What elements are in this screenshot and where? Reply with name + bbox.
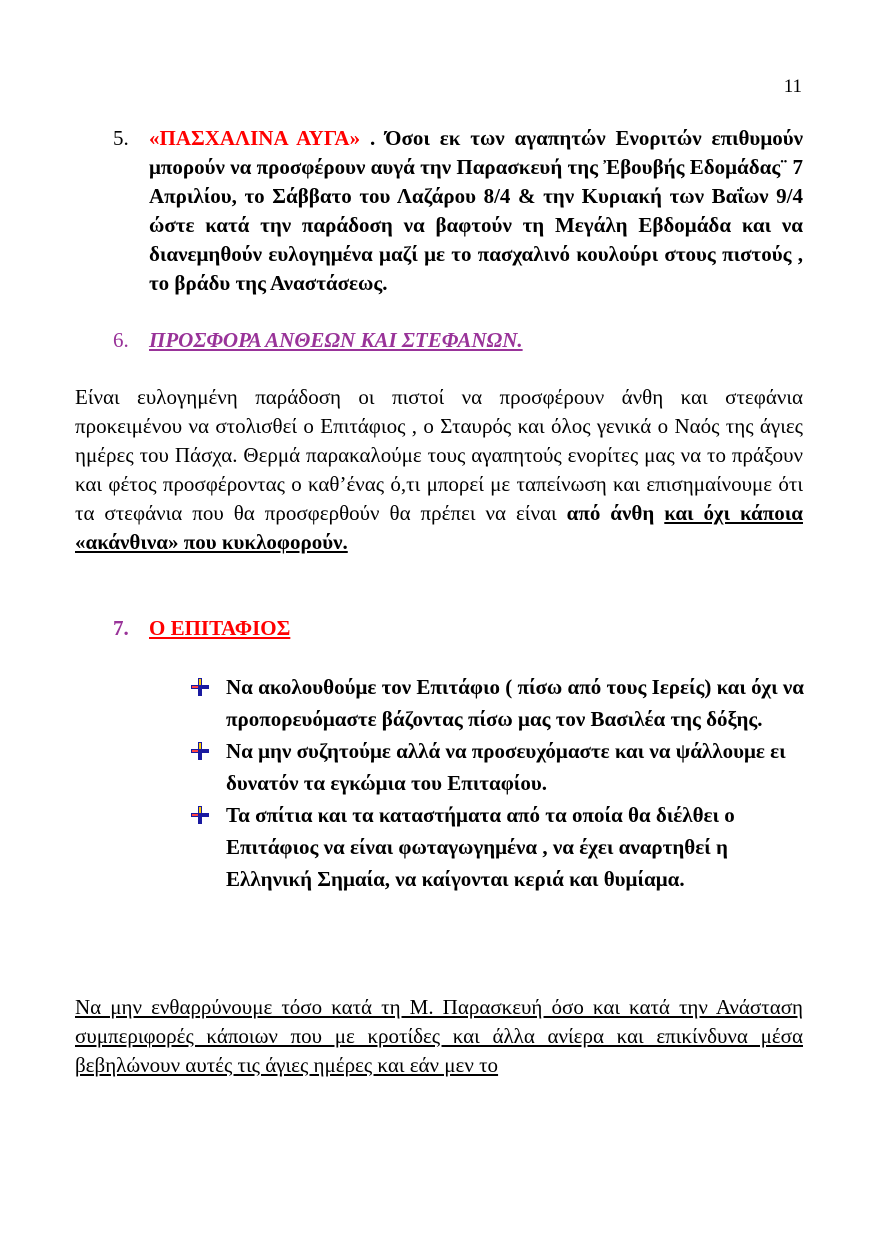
list-item-7 [113,614,803,643]
item-text [149,124,803,298]
list-item-5 [113,124,803,298]
item-title: «ΠΑΣΧΑΛΙΝΑ ΑΥΓΑ» [149,126,361,150]
bullet-text: Τα σπίτια και τα καταστήματα από τα οποία θα διέλθει ο Επιτάφιος να είναι φωταγωγημένα , να έχει αναρτηθεί η Ελληνική Σημαία, να καίγονται κεριά και θυμίαμα. [226,803,735,891]
item-number: 6. [113,328,129,352]
cross-bullet-icon [190,677,210,697]
bullet-text: Να μην συζητούμε αλλά να προσευχόμαστε και να ψάλλουμε ει δυνατόν τα εγκώμια του Επιταφίου. [226,739,786,795]
item-body: Όσοι εκ των αγαπητών Ενοριτών επιθυμούν μπορούν να προσφέρουν αυγά την Παρασκευή της Ἐβουβής Εδομάδας¨ 7 Απριλίου, το Σάββατο του Λαζάρου 8/4 & την Κυριακή των Βαΐων 9/4 ώστε κατά την παράδοση να βαφτούν τη Μεγάλη Εβδομάδα και να διανεμηθούν ευλογημένα μαζί με το πασχαλινό κουλούρι στους πιστούς , το βράδυ της Αναστάσεως. [149,126,804,295]
list-item-6 [113,326,803,355]
paragraph-flowers [75,383,803,557]
item-number: 5. [113,126,129,150]
item-separator: . [360,126,386,150]
paragraph-bold: από άνθη [566,501,665,525]
item-title: ΠΡΟΣΦΟΡΑ ΑΝΘΕΩΝ ΚΑΙ ΣΤΕΦΑΝΩΝ. [149,328,523,352]
bullet-item [190,799,810,895]
cross-bullet-icon [190,741,210,761]
paragraph-warning: Να μην ενθαρρύνουμε τόσο κατά τη Μ. Παρασκευή όσο και κατά την Ανάσταση συμπεριφορές κάποιων που με κροτίδες και άλλα ανίερα και επικίνδυνα μέσα βεβηλώνουν αυτές τις άγιες ημέρες και εάν μεν το [75,995,803,1077]
item-text [149,614,803,643]
item-text [149,326,803,355]
item-number: 7. [113,616,129,640]
item-title: Ο ΕΠΙΤΑΦΙΟΣ [149,616,291,640]
cross-bullet-icon [190,805,210,825]
bullet-item [190,735,810,799]
bullet-item [190,671,810,735]
epitaph-bullet-list [190,671,810,895]
paragraph-text: Είναι ευλογημένη παράδοση οι πιστοί να προσφέρουν άνθη και στεφάνια προκειμένου να στολισθεί ο Επιτάφιος , ο Σταυρός και όλος γενικά ο Ναός της άγιες ημέρες του Πάσχα. Θερμά παρακαλούμε τους αγαπητούς ενορίτες μας να το πράξουν και φέτος προσφέροντας ο καθ’ένας ό,τι μπορεί με ταπείνωση και επισημαίνουμε ότι τα στεφάνια που θα προσφερθούν θα πρέπει να είναι [75,385,803,525]
bullet-text: Να ακολουθούμε τον Επιτάφιο ( πίσω από τους Ιερείς) και όχι να προπορευόμαστε βάζοντας πίσω μας τον Βασιλέα της δόξης. [226,675,804,731]
page-number: 11 [783,76,802,97]
paragraph-bold-underlined: και όχι κάποια «ακάνθινα» που κυκλοφορούν. [75,501,803,554]
